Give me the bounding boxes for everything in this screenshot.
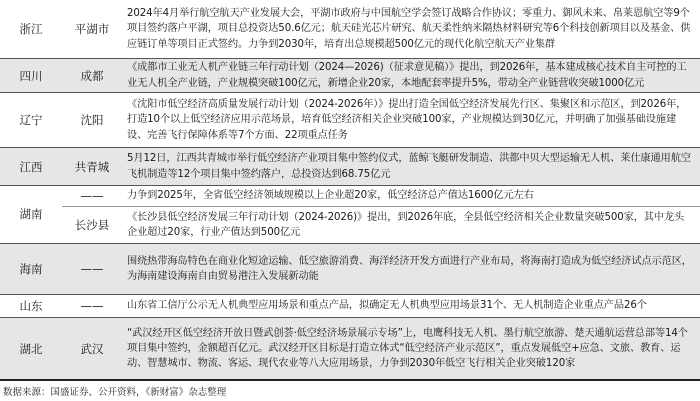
detail-cell (127, 207, 694, 243)
table-row (0, 0, 700, 58)
detail-cell (127, 0, 694, 58)
city-cell: 成都 (80, 68, 104, 83)
province-cell: 海南 (19, 262, 43, 276)
table-row (0, 148, 700, 185)
detail-cell (127, 93, 694, 147)
detail-cell (127, 148, 694, 185)
table-bottom-rule (0, 379, 700, 381)
data-source-note: 数据来源：国盛证券、公开资料，《新财富》杂志整理 (3, 387, 227, 398)
detail-text: 5月12日，江西共青城市举行低空经济产业项目集中签约仪式，蓝鲸飞艇研发制造、洪都中贝大型运输无人机、莱仕康通用航空飞机制造等12个项目集中签约落户，总投资达到68.75亿元 (127, 153, 691, 180)
city-cell: 共青城 (74, 159, 110, 174)
detail-text: 围绕热带海岛特色在商业化短途运输、低空旅游消费、海洋经济开发方面进行产业布局，将海南打造成为低空经济试点示范区，为海南建设海南自由贸易港注入发展新动能 (127, 255, 692, 282)
detail-text: 力争到2025年，全省低空经济领域规模以上企业超20家，低空经济总产值达1600亿元左右 (127, 190, 534, 202)
province-cell: 辽宁 (19, 113, 43, 127)
detail-text: 2024年4月举行航空航天产业发展大会，平湖市政府与中国航空学会签订战略合作协议；零重力、御风未来、帛莱恩航空等9个项目签约落户平湖，项目总投资达50.6亿元；航天硅光芯片研究、航天柔性纳米隔热材料研究等6个科技创新项目以及基金、供应链订单等项目正式签约。力争到2030年，培育出总规模超500亿元的现代化航空航天产业集群 (127, 8, 691, 50)
table-row (0, 295, 700, 317)
table-row (0, 93, 700, 147)
table-row (0, 59, 700, 92)
detail-text: 《成都市工业无人机产业链三年行动计划（2024—2026)（征求意见稿）》提出，到2026年，基本建成核心技术自主可控的工业无人机全产业链，产业规模突破100亿元，新增企业20家，本地配套率提升5%，带动全产业链营收突破1000亿元 (127, 62, 687, 89)
province-cell: 浙江 (19, 22, 43, 36)
table-row (0, 207, 700, 243)
province-cell: 湖南 (19, 207, 43, 221)
table-row (0, 186, 700, 221)
city-cell: —— (80, 299, 104, 313)
detail-cell (127, 59, 694, 92)
province-cell: 四川 (19, 68, 43, 83)
province-cell: 江西 (19, 159, 43, 174)
province-cell: 湖北 (19, 341, 43, 356)
detail-cell (127, 295, 694, 317)
table-row (0, 244, 700, 294)
detail-cell (127, 318, 694, 379)
province-cell: 山东 (19, 299, 43, 313)
detail-cell (127, 186, 694, 206)
detail-text: 《沈阳市低空经济高质量发展行动计划（2024-2026年）》提出打造全国低空经济发展先行区、集聚区和示范区，到2026年，打造10个以上低空经济应用示范场景，培育低空经济相关企业突破100家，产业规模达到30亿元，并明确了加强基础设施建设、完善飞行保障体系等7个方面、22项重点任务 (127, 99, 687, 141)
province-cell (0, 207, 62, 243)
city-cell: 长沙县 (74, 218, 110, 232)
detail-text: “武汉经开区低空经济开放日暨武创荟·低空经济场景展示专场”上，电鹰科技无人机、墨行航空旅游、楚天通航运营总部等14个项目集中签约，金额超百亿元。武汉经开区目标是打造立体式“低空经济产业示范区”，重点发展低空+应急、文旅、教育、运动、智慧城市、物流、客运、现代农业等八大应用场景，力争到2030年低空飞行相关企业突破120家 (127, 327, 688, 370)
city-cell: —— (80, 189, 104, 203)
city-cell: 沈阳 (80, 113, 104, 127)
detail-cell (127, 244, 694, 294)
city-cell: 平湖市 (74, 22, 110, 36)
table-row (0, 318, 700, 379)
detail-text: 《长沙县低空经济发展三年行动计划（2024-2026)》提出，到2026年底，全县低空经济相关企业数量突破500家，其中龙头企业超过20家，行业产值达到500亿元 (127, 211, 685, 238)
detail-text: 山东省工信厅公示无人机典型应用场景和重点产品，拟确定无人机典型应用场景31个、无人机制造企业重点产品26个 (127, 300, 647, 312)
city-cell: —— (80, 262, 104, 276)
city-cell: 武汉 (80, 341, 104, 356)
